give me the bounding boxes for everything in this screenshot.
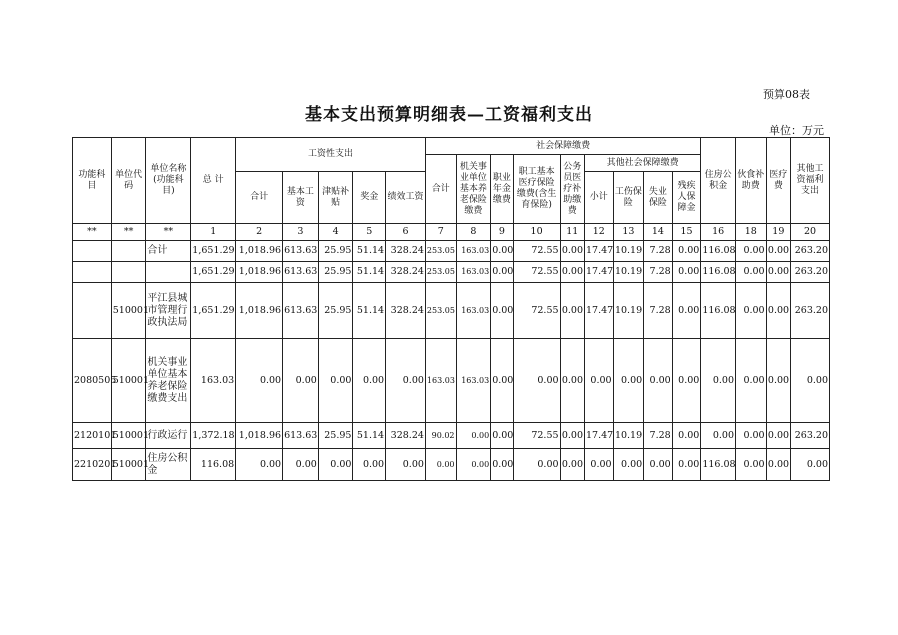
index-cell: 5 [353, 224, 386, 241]
header-unit-name: 单位名称(功能科目) [146, 138, 191, 224]
value-cell: 0.00 [513, 339, 560, 423]
value-cell: 0.00 [672, 262, 701, 283]
value-cell: 7.28 [644, 241, 673, 262]
value-cell: 1,372.18 [191, 423, 236, 449]
value-cell: 0.00 [318, 449, 353, 481]
value-cell: 72.55 [513, 423, 560, 449]
value-cell: 0.00 [585, 339, 614, 423]
value-cell: 0.00 [644, 339, 673, 423]
value-cell: 25.95 [318, 241, 353, 262]
unit-code-cell [111, 241, 146, 262]
value-cell: 0.00 [491, 241, 513, 262]
value-cell: 0.00 [456, 423, 491, 449]
index-cell: 11 [560, 224, 584, 241]
index-cell: 2 [236, 224, 283, 241]
value-cell: 116.08 [701, 449, 736, 481]
value-cell: 328.24 [386, 423, 426, 449]
header-other-social-group: 其他社会保障缴费 [585, 155, 701, 172]
value-cell: 0.00 [425, 449, 456, 481]
value-cell: 25.95 [318, 262, 353, 283]
value-cell: 263.20 [791, 423, 830, 449]
value-cell: 0.00 [736, 423, 767, 449]
table-row [73, 262, 830, 283]
table-row [73, 339, 830, 423]
value-cell: 163.03 [425, 339, 456, 423]
unit-name-cell: 合计 [146, 241, 191, 262]
value-cell: 253.05 [425, 241, 456, 262]
header-housing: 住房公积金 [701, 138, 736, 224]
value-cell: 253.05 [425, 283, 456, 339]
index-cell: 13 [613, 224, 644, 241]
value-cell: 253.05 [425, 262, 456, 283]
table-row [73, 449, 830, 481]
value-cell: 0.00 [736, 449, 767, 481]
value-cell: 0.00 [560, 283, 584, 339]
index-cell: ** [146, 224, 191, 241]
form-number: 预算08表 [763, 88, 810, 101]
index-cell: 7 [425, 224, 456, 241]
index-row [73, 224, 830, 241]
index-cell: 9 [491, 224, 513, 241]
value-cell: 263.20 [791, 241, 830, 262]
header-wage-group: 工资性支出 [236, 138, 426, 172]
unit-name-cell: 平江县城市管理行政执法局 [146, 283, 191, 339]
value-cell: 0.00 [386, 449, 426, 481]
value-cell: 0.00 [318, 339, 353, 423]
value-cell: 7.28 [644, 262, 673, 283]
value-cell: 0.00 [283, 449, 319, 481]
unit-code-cell: 510001 [111, 339, 146, 423]
header-disabled: 残疾人保障金 [672, 172, 701, 224]
value-cell: 328.24 [386, 241, 426, 262]
value-cell: 163.03 [191, 339, 236, 423]
header-bonus: 奖金 [353, 172, 386, 224]
value-cell: 0.00 [491, 283, 513, 339]
value-cell: 0.00 [353, 449, 386, 481]
value-cell: 25.95 [318, 283, 353, 339]
value-cell: 613.63 [283, 241, 319, 262]
value-cell: 51.14 [353, 283, 386, 339]
header-wage-total: 合计 [236, 172, 283, 224]
value-cell: 0.00 [236, 449, 283, 481]
value-cell: 0.00 [456, 449, 491, 481]
value-cell: 0.00 [736, 241, 767, 262]
value-cell: 1,651.29 [191, 241, 236, 262]
value-cell: 0.00 [701, 339, 736, 423]
index-cell: 1 [191, 224, 236, 241]
index-cell: 19 [766, 224, 790, 241]
value-cell: 263.20 [791, 262, 830, 283]
value-cell: 51.14 [353, 423, 386, 449]
value-cell: 0.00 [766, 262, 790, 283]
value-cell: 72.55 [513, 283, 560, 339]
value-cell: 116.08 [701, 283, 736, 339]
index-cell: 20 [791, 224, 830, 241]
value-cell: 0.00 [644, 449, 673, 481]
value-cell: 90.02 [425, 423, 456, 449]
value-cell: 0.00 [283, 339, 319, 423]
value-cell: 0.00 [560, 241, 584, 262]
value-cell: 0.00 [513, 449, 560, 481]
unit-code-cell: 510001 [111, 423, 146, 449]
header-other-welfare: 其他工资福利支出 [791, 138, 830, 224]
unit-code-cell: 510001 [111, 449, 146, 481]
value-cell: 328.24 [386, 283, 426, 339]
value-cell: 1,018.96 [236, 262, 283, 283]
value-cell: 116.08 [701, 262, 736, 283]
value-cell: 0.00 [672, 283, 701, 339]
index-cell: ** [111, 224, 146, 241]
header-annuity: 职业年金缴费 [491, 155, 513, 224]
index-cell: 12 [585, 224, 614, 241]
value-cell: 0.00 [585, 449, 614, 481]
value-cell: 17.47 [585, 423, 614, 449]
func-code-cell [73, 283, 112, 339]
page-title: 基本支出预算明细表—工资福利支出 [305, 105, 593, 125]
value-cell: 0.00 [613, 449, 644, 481]
func-code-cell: 2210201 [73, 449, 112, 481]
value-cell: 163.03 [456, 339, 491, 423]
value-cell: 1,018.96 [236, 241, 283, 262]
value-cell: 163.03 [456, 241, 491, 262]
unit-name-cell: 行政运行 [146, 423, 191, 449]
index-cell: 14 [644, 224, 673, 241]
value-cell: 0.00 [766, 449, 790, 481]
value-cell: 0.00 [491, 339, 513, 423]
value-cell: 163.03 [456, 283, 491, 339]
value-cell: 0.00 [236, 339, 283, 423]
value-cell: 0.00 [791, 339, 830, 423]
value-cell: 0.00 [672, 449, 701, 481]
value-cell: 72.55 [513, 262, 560, 283]
unit-name-cell [146, 262, 191, 283]
index-cell: 6 [386, 224, 426, 241]
value-cell: 10.19 [613, 423, 644, 449]
value-cell: 0.00 [491, 423, 513, 449]
value-cell: 0.00 [736, 283, 767, 339]
value-cell: 263.20 [791, 283, 830, 339]
index-cell: 3 [283, 224, 319, 241]
value-cell: 0.00 [791, 449, 830, 481]
value-cell: 0.00 [672, 423, 701, 449]
value-cell: 0.00 [353, 339, 386, 423]
header-func-code: 功能科目 [73, 138, 112, 224]
value-cell: 0.00 [491, 449, 513, 481]
value-cell: 10.19 [613, 241, 644, 262]
value-cell: 17.47 [585, 241, 614, 262]
value-cell: 613.63 [283, 262, 319, 283]
header-social-group: 社会保障缴费 [425, 138, 700, 155]
index-cell: 8 [456, 224, 491, 241]
value-cell: 7.28 [644, 283, 673, 339]
value-cell: 0.00 [560, 339, 584, 423]
unit-code-cell: 510001 [111, 283, 146, 339]
header-injury: 工伤保险 [613, 172, 644, 224]
unit-label: 单位：万元 [769, 124, 824, 137]
value-cell: 0.00 [560, 449, 584, 481]
header-medical-fee: 医疗费 [766, 138, 790, 224]
value-cell: 25.95 [318, 423, 353, 449]
func-code-cell [73, 241, 112, 262]
index-cell: ** [73, 224, 112, 241]
index-cell: 16 [701, 224, 736, 241]
header-basic-wage: 基本工资 [283, 172, 319, 224]
func-code-cell: 2080505 [73, 339, 112, 423]
index-cell: 15 [672, 224, 701, 241]
func-code-cell [73, 262, 112, 283]
value-cell: 0.00 [613, 339, 644, 423]
value-cell: 0.00 [736, 339, 767, 423]
header-meal: 伙食补助费 [736, 138, 767, 224]
header-allowance: 津贴补贴 [318, 172, 353, 224]
header-other-subtotal: 小计 [585, 172, 614, 224]
index-cell: 4 [318, 224, 353, 241]
header-unemployment: 失业保险 [644, 172, 673, 224]
value-cell: 116.08 [701, 241, 736, 262]
value-cell: 163.03 [456, 262, 491, 283]
header-civil-medical: 公务员医疗补助缴费 [560, 155, 584, 224]
value-cell: 0.00 [701, 423, 736, 449]
value-cell: 0.00 [560, 262, 584, 283]
value-cell: 72.55 [513, 241, 560, 262]
value-cell: 1,018.96 [236, 283, 283, 339]
value-cell: 0.00 [766, 241, 790, 262]
value-cell: 10.19 [613, 283, 644, 339]
value-cell: 328.24 [386, 262, 426, 283]
value-cell: 0.00 [560, 423, 584, 449]
unit-name-cell: 住房公积金 [146, 449, 191, 481]
value-cell: 17.47 [585, 283, 614, 339]
value-cell: 1,651.29 [191, 262, 236, 283]
value-cell: 0.00 [672, 339, 701, 423]
func-code-cell: 2120101 [73, 423, 112, 449]
header-medical: 职工基本医疗保险缴费(含生育保险) [513, 155, 560, 224]
table-row [73, 241, 830, 262]
header-unit-code: 单位代码 [111, 138, 146, 224]
value-cell: 116.08 [191, 449, 236, 481]
value-cell: 51.14 [353, 262, 386, 283]
index-cell: 10 [513, 224, 560, 241]
value-cell: 51.14 [353, 241, 386, 262]
value-cell: 17.47 [585, 262, 614, 283]
header-total: 总 计 [191, 138, 236, 224]
header-pension: 机关事业单位基本养老保险缴费 [456, 155, 491, 224]
value-cell: 1,651.29 [191, 283, 236, 339]
budget-table [72, 137, 830, 481]
unit-name-cell: 机关事业单位基本养老保险缴费支出 [146, 339, 191, 423]
value-cell: 0.00 [736, 262, 767, 283]
value-cell: 10.19 [613, 262, 644, 283]
header-social-total: 合计 [425, 155, 456, 224]
value-cell: 0.00 [766, 283, 790, 339]
value-cell: 7.28 [644, 423, 673, 449]
table-row [73, 423, 830, 449]
value-cell: 0.00 [386, 339, 426, 423]
value-cell: 613.63 [283, 283, 319, 339]
value-cell: 0.00 [491, 262, 513, 283]
header-performance: 绩效工资 [386, 172, 426, 224]
value-cell: 0.00 [672, 241, 701, 262]
value-cell: 613.63 [283, 423, 319, 449]
value-cell: 0.00 [766, 339, 790, 423]
table-row [73, 283, 830, 339]
value-cell: 0.00 [766, 423, 790, 449]
index-cell: 18 [736, 224, 767, 241]
value-cell: 1,018.96 [236, 423, 283, 449]
unit-code-cell [111, 262, 146, 283]
